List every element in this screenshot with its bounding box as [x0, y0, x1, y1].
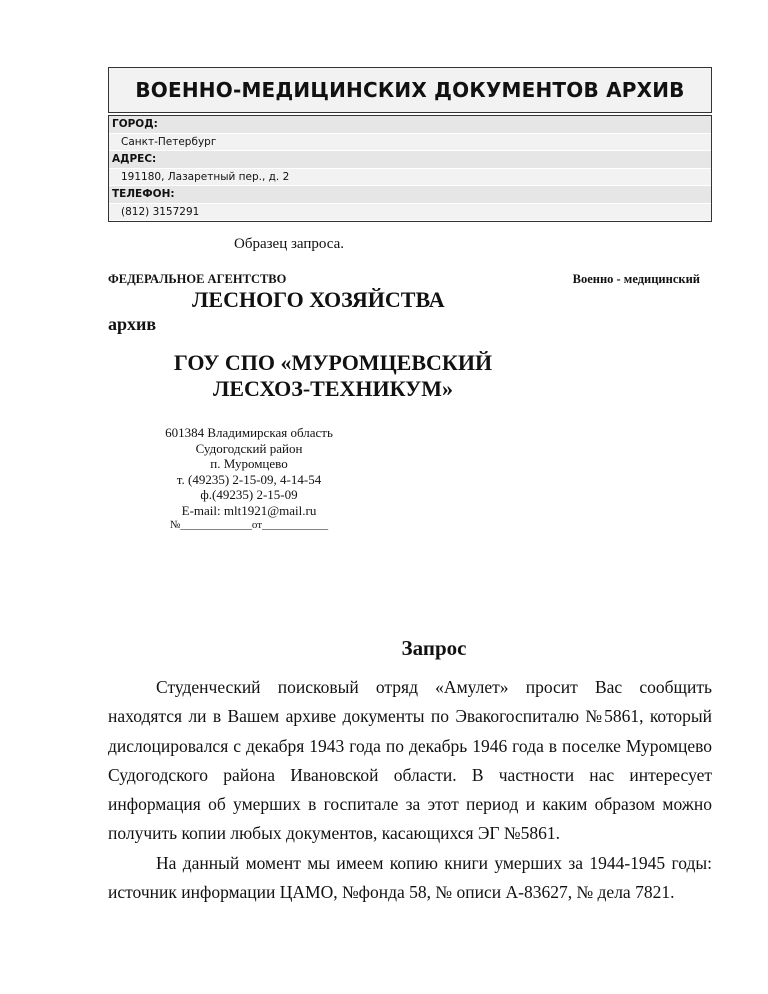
request-paragraph-2: На данный момент мы имеем копию книги умерших за 1944-1945 годы: источник информации ЦАМО, №фонда 58, № описи А-83627, № дела 7821. — [108, 852, 712, 903]
school-address-block — [150, 425, 348, 534]
city-label: ГОРОД: — [109, 116, 711, 134]
archive-header-box — [108, 67, 712, 113]
agency-line-1: ФЕДЕРАЛЬНОЕ АГЕНТСТВО — [108, 272, 287, 286]
request-body — [108, 673, 712, 907]
request-title: Запрос — [401, 636, 467, 660]
address-value: 191180, Лазаретный пер., д. 2 — [109, 169, 711, 187]
sample-label: Образец запроса. — [234, 236, 345, 252]
recipient-line-2: архив — [108, 314, 157, 334]
request-paragraph-1: Студенческий поисковый отряд «Амулет» просит Вас сообщить находятся ли в Вашем архиве документы по Эвакогоспиталю №5861, который дислоцировался с декабря 1943 года по декабрь 1946 года в поселке Муромцево Судогодского района Ивановской области. В частности нас интересует информация об умерших в госпитале за этот период и каким образом можно получить копии любых документов, касающихся ЭГ №5861. — [108, 677, 712, 844]
phone-label: ТЕЛЕФОН: — [109, 186, 711, 204]
agency-line-2: ЛЕСНОГО ХОЗЯЙСТВА — [192, 287, 445, 312]
address-label: АДРЕС: — [109, 151, 711, 169]
archive-info-table — [108, 115, 712, 222]
phone-value: (812) 3157291 — [109, 204, 711, 222]
school-name-line-1: ГОУ СПО «МУРОМЦЕВСКИЙ — [173, 350, 493, 375]
address-line: Судогодский район — [195, 440, 303, 456]
archive-title: ВОЕННО-МЕДИЦИНСКИХ ДОКУМЕНТОВ АРХИВ — [135, 78, 685, 102]
address-line: 601384 Владимирская область — [165, 425, 333, 440]
reference-number-line: №_____________от____________ — [169, 519, 329, 531]
email-line: E-mail: mlt1921@mail.ru — [181, 502, 317, 518]
fax-line: ф.(49235) 2-15-09 — [200, 487, 298, 502]
address-line: п. Муромцево — [210, 456, 288, 471]
recipient-line-1: Военно - медицинский — [572, 272, 700, 286]
school-name-line-2: ЛЕСХОЗ-ТЕХНИКУМ» — [212, 376, 454, 401]
school-name — [108, 350, 558, 402]
city-value: Санкт-Петербург — [109, 134, 711, 152]
phone-line: т. (49235) 2-15-09, 4-14-54 — [176, 471, 322, 487]
